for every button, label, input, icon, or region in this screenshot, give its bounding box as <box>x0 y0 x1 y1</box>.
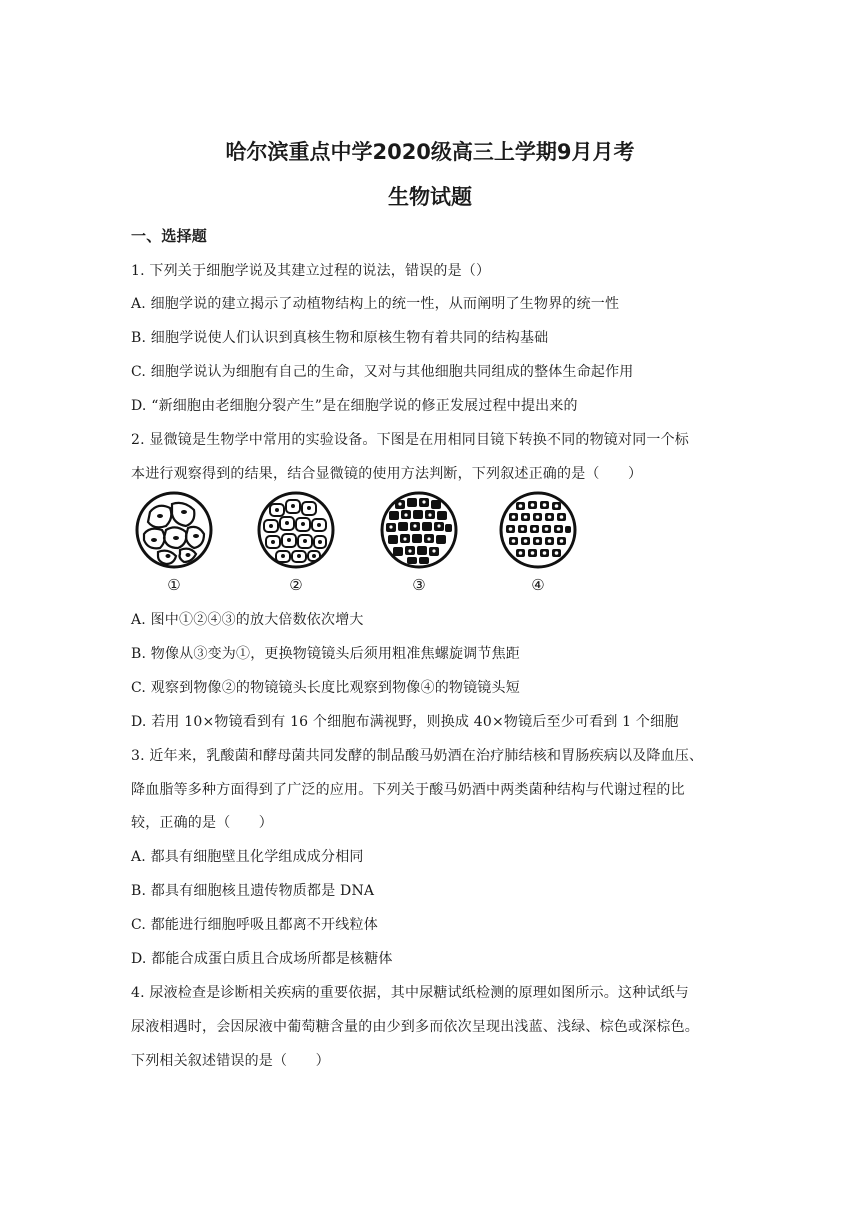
q2-stem-line2: 本进行观察得到的结果，结合显微镜的使用方法判断，下列叙述正确的是（ ） <box>131 466 643 482</box>
q4-stem-line1: 4. 尿液检查是诊断相关疾病的重要依据，其中尿糖试纸检测的原理如图所示。这种试纸与 <box>131 985 690 1001</box>
field-of-view-3-image <box>379 490 459 570</box>
q1-option-a: A. 细胞学说的建立揭示了动植物结构上的统一性，从而阐明了生物界的统一性 <box>131 296 620 312</box>
q4-stem-line3: 下列相关叙述错误的是（ ） <box>131 1053 330 1069</box>
q4-stem-line2: 尿液相遇时，会因尿液中葡萄糖含量的由少到多而依次呈现出浅蓝、浅绿、棕色或深棕色。 <box>131 1019 699 1035</box>
q2-option-a: A. 图中①②④③的放大倍数依次增大 <box>131 612 364 628</box>
q1-option-c: C. 细胞学说认为细胞有自己的生命，又对与其他细胞共同组成的整体生命起作用 <box>131 364 634 380</box>
q3-stem-line1: 3. 近年来，乳酸菌和酵母菌共同发酵的制品酸马奶酒在治疗肺结核和胃肠疾病以及降血压、 <box>131 748 704 764</box>
figure-label-1: ① <box>167 576 181 594</box>
q2-option-b: B. 物像从③变为①，更换物镜镜头后须用粗准焦螺旋调节焦距 <box>131 646 520 662</box>
q3-stem-line2: 降血脂等多种方面得到了广泛的应用。下列关于酸马奶酒中两类菌种结构与代谢过程的比 <box>131 782 685 798</box>
section-heading: 一、选择题 <box>131 227 208 245</box>
figure-label-3: ③ <box>412 576 426 594</box>
q2-option-c: C. 观察到物像②的物镜镜头长度比观察到物像④的物镜镜头短 <box>131 680 520 696</box>
exam-title: 哈尔滨重点中学2020级高三上学期9月月考 <box>225 140 635 164</box>
figure-label-2: ② <box>289 576 303 594</box>
q2-option-d: D. 若用 10×物镜看到有 16 个细胞布满视野，则换成 40×物镜后至少可看到 1 个细胞 <box>131 714 679 730</box>
q1-option-d: D. “新细胞由老细胞分裂产生”是在细胞学说的修正发展过程中提出来的 <box>131 398 578 414</box>
microscope-figure <box>131 490 601 598</box>
q3-option-c: C. 都能进行细胞呼吸且都离不开线粒体 <box>131 917 378 933</box>
field-of-view-1-image <box>134 490 214 570</box>
q2-stem-line1: 2. 显微镜是生物学中常用的实验设备。下图是在用相同目镜下转换不同的物镜对同一个标 <box>131 432 690 448</box>
q1-option-b: B. 细胞学说使人们认识到真核生物和原核生物有着共同的结构基础 <box>131 330 549 346</box>
q3-option-b: B. 都具有细胞核且遗传物质都是 DNA <box>131 883 375 899</box>
q3-option-a: A. 都具有细胞壁且化学组成成分相同 <box>131 849 364 865</box>
figure-label-4: ④ <box>531 576 545 594</box>
q3-option-d: D. 都能合成蛋白质且合成场所都是核糖体 <box>131 951 393 967</box>
field-of-view-4-image <box>498 490 578 570</box>
q1-stem: 1. 下列关于细胞学说及其建立过程的说法，错误的是（） <box>131 263 491 279</box>
exam-subtitle: 生物试题 <box>388 185 472 209</box>
q3-stem-line3: 较，正确的是（ ） <box>131 815 273 831</box>
field-of-view-2-image <box>256 490 336 570</box>
